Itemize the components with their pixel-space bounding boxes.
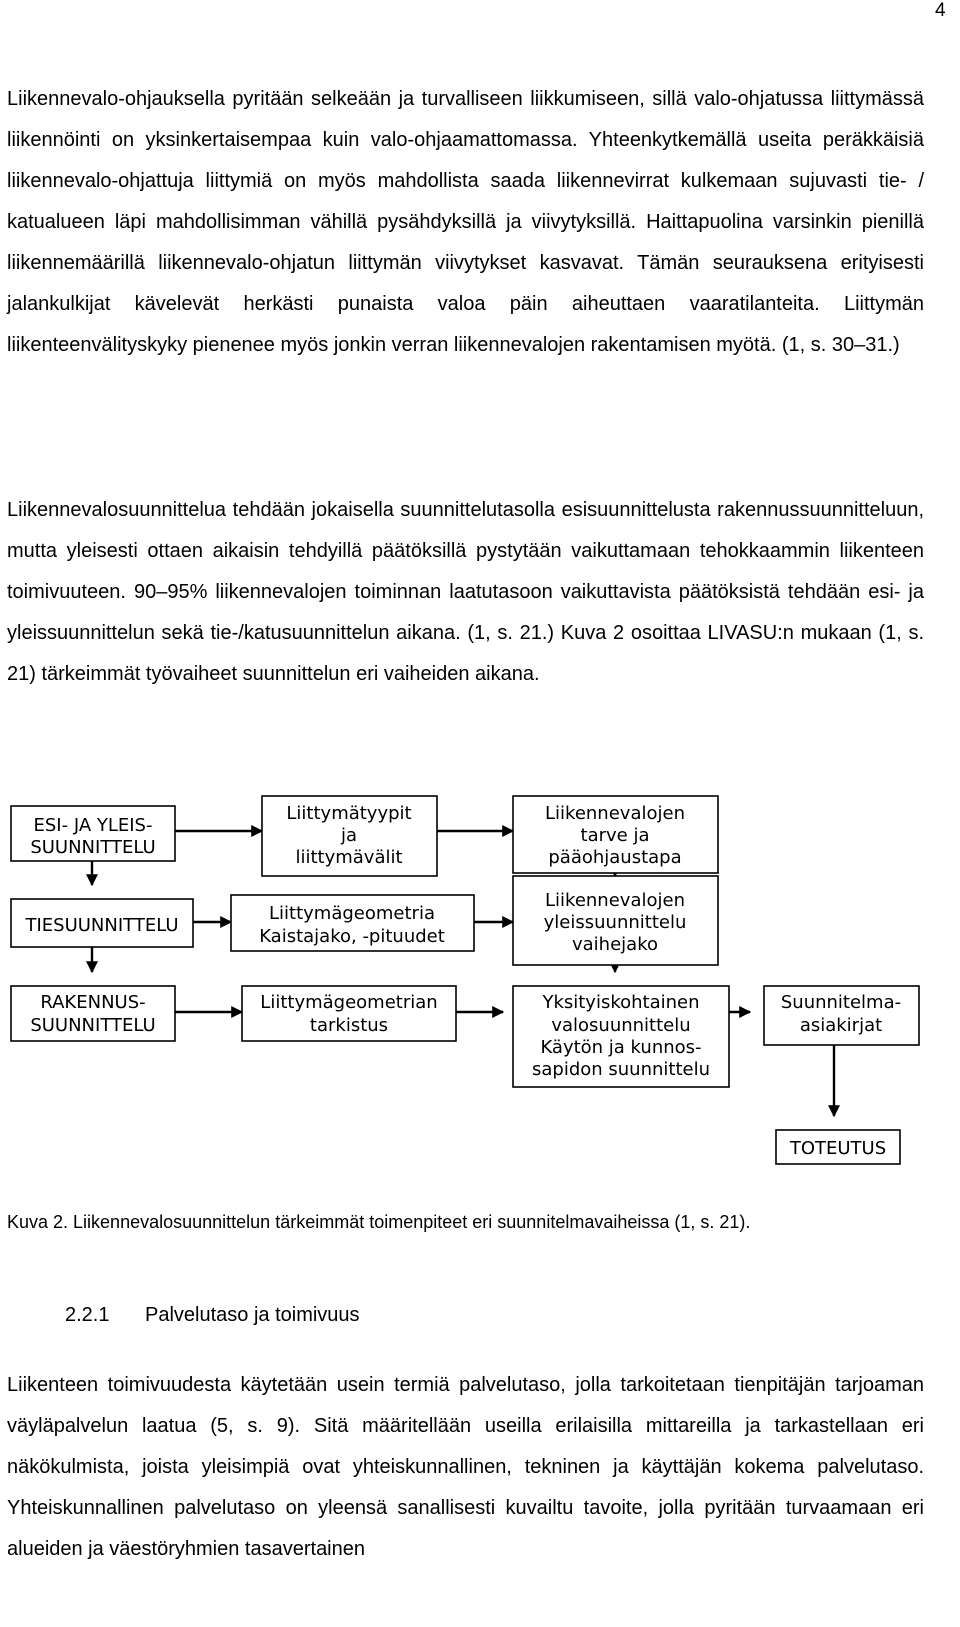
svg-text:liittymävälit: liittymävälit bbox=[295, 847, 403, 868]
section-title: Palvelutaso ja toimivuus bbox=[145, 1304, 360, 1326]
svg-text:valosuunnittelu: valosuunnittelu bbox=[551, 1015, 691, 1036]
svg-text:SUUNNITTELU: SUUNNITTELU bbox=[30, 837, 156, 858]
page-number: 4 bbox=[935, 0, 946, 21]
paragraph-service-level: Liikenteen toimivuudesta käytetään usein termiä palvelutaso, jolla tarkoitetaan tienpitäjän tarjoaman väyläpalvelun laatua (5, s. 9). Sitä määritellään useilla erilaisilla mittareilla ja tarkastellaan eri näkökulmista, joista yleisimpiä ovat yhteiskunnallinen, tekninen ja käyttäjän kokema palvelutaso. Yhteiskunnallinen palvelutaso on yleensä sanallisesti kuvailtu tavoite, jolla pyritään turvaamaan eri alueiden ja väestöryhmien tasavertainen bbox=[7, 1374, 924, 1560]
svg-text:yleissuunnittelu: yleissuunnittelu bbox=[543, 912, 687, 933]
svg-text:sapidon suunnittelu: sapidon suunnittelu bbox=[531, 1059, 711, 1080]
svg-text:vaihejako: vaihejako bbox=[572, 934, 658, 955]
svg-text:tarve ja: tarve ja bbox=[580, 825, 650, 846]
svg-text:Liittymätyypit: Liittymätyypit bbox=[286, 803, 412, 824]
svg-text:Kaistajako, -pituudet: Kaistajako, -pituudet bbox=[259, 926, 445, 947]
box-rakennussuunnittelu bbox=[11, 986, 175, 1041]
svg-text:ESI- JA YLEIS-: ESI- JA YLEIS- bbox=[33, 815, 153, 836]
box-liikennevalojen-yleissuunnittelu bbox=[513, 876, 718, 965]
box-liittymageometrian-tarkistus bbox=[242, 986, 456, 1041]
section-number: 2.2.1 bbox=[65, 1304, 110, 1326]
svg-text:ja: ja bbox=[340, 825, 358, 846]
paragraph-traffic-signal-control: Liikennevalo-ohjauksella pyritään selkeään ja turvalliseen liikkumiseen, sillä valo-ohjatussa liittymässä liikennöinti on yksinkertaisempaa kuin valo-ohjaamattomassa. Yhteenkytkemällä useita peräkkäisiä liikennevalo-ohjattuja liittymiä on myös mahdollista saada liikennevirrat kulkemaan sujuvasti tie- / katualueen läpi mahdollisimman vähillä pysähdyksillä ja viivytyksillä. Haittapuolina varsinkin pienillä liikennemäärillä liikennevalo-ohjatun liittymän viivytykset kasvavat. Tämän seurauksena erityisesti jalankulkijat kävelevät herkästi punaista valoa päin aiheuttaen vaaratilanteita. Liittymän liikenteenvälityskyky pienenee myös jonkin verran liikennevalojen rakentamisen myötä. (1, s. 30–31.) bbox=[7, 88, 924, 356]
svg-text:TIESUUNNITTELU: TIESUUNNITTELU bbox=[25, 915, 179, 936]
svg-text:Liikennevalojen: Liikennevalojen bbox=[545, 803, 685, 824]
box-yksityiskohtainen-valosuunnittelu bbox=[513, 986, 729, 1087]
planning-phases-diagram bbox=[0, 780, 960, 1180]
section-heading bbox=[65, 1304, 360, 1327]
paragraph-signal-planning: Liikennevalosuunnittelua tehdään jokaisella suunnittelutasolla esisuunnittelusta rakennussuunnitteluun, mutta yleisesti ottaen aikaisin tehdyillä päätöksillä pystytään vaikuttamaan tehokkaammin liikenteen toimivuuteen. 90–95% liikennevalojen toiminnan laatutasoon vaikuttavista päätöksistä tehdään esi- ja yleissuunnittelun sekä tie-/katusuunnittelun aikana. (1, s. 21.) Kuva 2 osoittaa LIVASU:n mukaan (1, s. 21) tärkeimmät työvaiheet suunnittelun eri vaiheiden aikana. bbox=[7, 499, 924, 685]
box-suunnitelma-asiakirjat bbox=[764, 986, 919, 1045]
svg-text:Liikennevalojen: Liikennevalojen bbox=[545, 890, 685, 911]
box-liittymatyypit bbox=[262, 796, 437, 876]
box-liittymageometria bbox=[231, 895, 474, 951]
box-liikennevalojen-tarve bbox=[513, 796, 718, 873]
svg-text:SUUNNITTELU: SUUNNITTELU bbox=[30, 1015, 156, 1036]
figure-caption: Kuva 2. Liikennevalosuunnittelun tärkeimmät toimenpiteet eri suunnitelmavaiheissa (1, s. 21). bbox=[7, 1212, 751, 1232]
svg-text:Käytön ja kunnos-: Käytön ja kunnos- bbox=[540, 1037, 702, 1058]
svg-text:Liittymägeometria: Liittymägeometria bbox=[269, 903, 435, 924]
box-tiesuunnittelu bbox=[11, 899, 193, 947]
box-toteutus bbox=[776, 1130, 900, 1164]
svg-text:pääohjaustapa: pääohjaustapa bbox=[548, 847, 682, 868]
svg-text:tarkistus: tarkistus bbox=[309, 1015, 389, 1036]
svg-text:Liittymägeometrian: Liittymägeometrian bbox=[260, 992, 438, 1013]
svg-text:asiakirjat: asiakirjat bbox=[799, 1015, 883, 1036]
svg-text:RAKENNUS-: RAKENNUS- bbox=[40, 992, 146, 1013]
box-esi-ja-yleissuunnittelu bbox=[11, 806, 175, 861]
svg-text:Yksityiskohtainen: Yksityiskohtainen bbox=[542, 992, 700, 1013]
svg-text:TOTEUTUS: TOTEUTUS bbox=[789, 1138, 887, 1159]
svg-text:Suunnitelma-: Suunnitelma- bbox=[780, 992, 902, 1013]
